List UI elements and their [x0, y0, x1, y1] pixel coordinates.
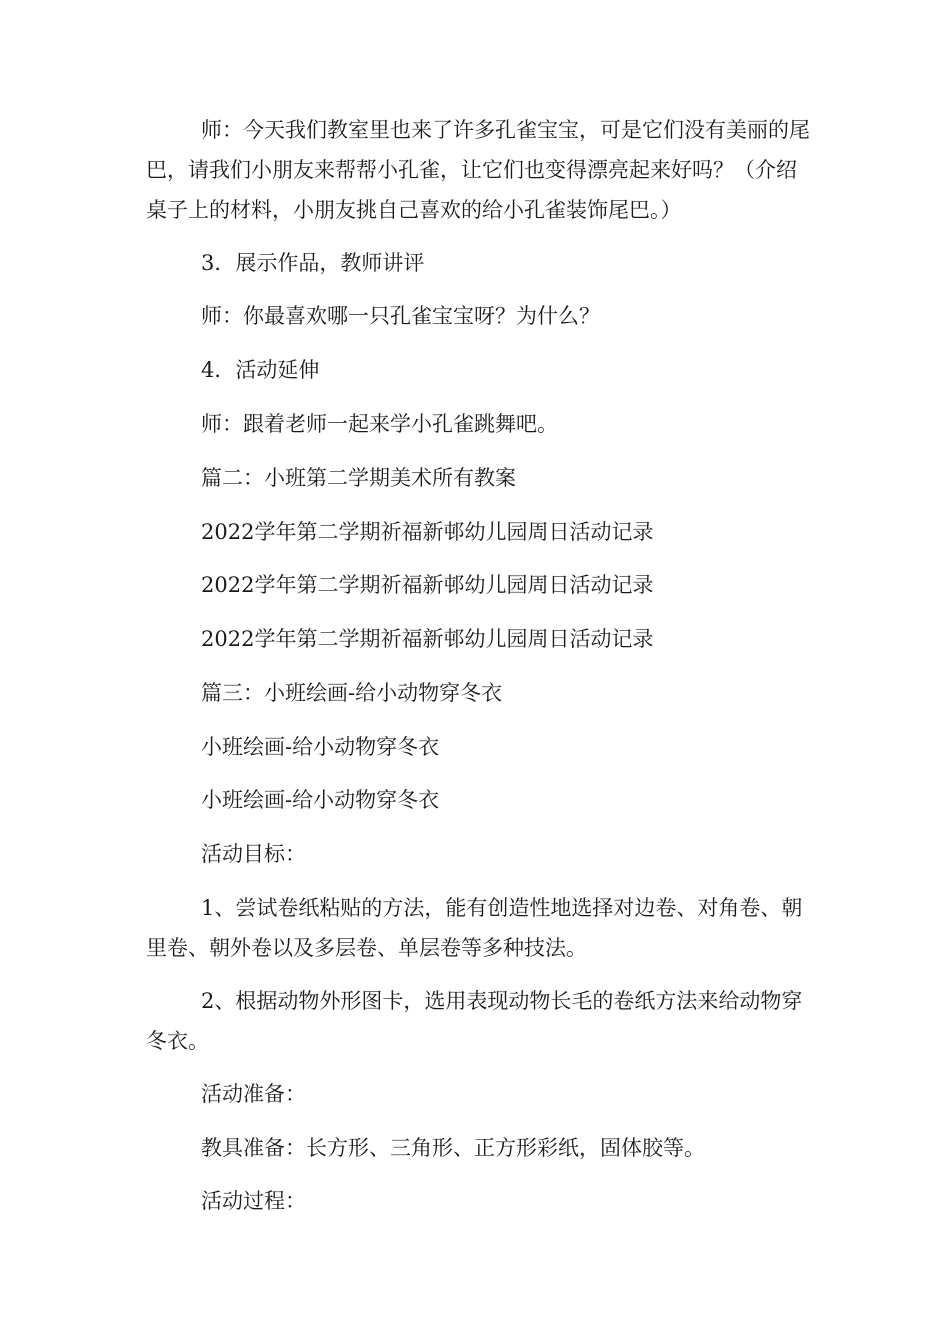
- section-heading-part-2: 篇二：小班第二学期美术所有教案: [201, 466, 516, 490]
- heading-activity-preparation: 活动准备：: [201, 1082, 306, 1106]
- activity-record-line: 2022学年第二学期祈福新邨幼儿园周日活动记录: [201, 520, 654, 544]
- paragraph-step-4-heading: 4．活动延伸: [201, 358, 320, 382]
- paragraph-teacher-peacock-intro: 师：今天我们教室里也来了许多孔雀宝宝，可是它们没有美丽的尾巴，请我们小朋友来帮帮小孔雀，让它们也变得漂亮起来好吗？（介绍桌子上的材料，小朋友挑自己喜欢的给小孔雀装饰尾巴。）: [146, 118, 810, 222]
- activity-record-line: 2022学年第二学期祈福新邨幼儿园周日活动记录: [201, 627, 654, 651]
- heading-activity-process: 活动过程：: [201, 1189, 306, 1213]
- lesson-title-line: 小班绘画-给小动物穿冬衣: [201, 788, 440, 812]
- teaching-aids-preparation: 教具准备：长方形、三角形、正方形彩纸，固体胶等。: [201, 1136, 705, 1160]
- activity-record-line: 2022学年第二学期祈福新邨幼儿园周日活动记录: [201, 573, 654, 597]
- paragraph-teacher-dance: 师：跟着老师一起来学小孔雀跳舞吧。: [201, 412, 558, 436]
- goal-item-1: 1、尝试卷纸粘贴的方法，能有创造性地选择对边卷、对角卷、朝里卷、朝外卷以及多层卷、单层卷等多种技法。: [146, 896, 803, 960]
- section-heading-part-3: 篇三：小班绘画-给小动物穿冬衣: [201, 681, 503, 705]
- paragraph-teacher-question: 师：你最喜欢哪一只孔雀宝宝呀？为什么？: [201, 304, 600, 328]
- goal-item-2: 2、根据动物外形图卡，选用表现动物长毛的卷纸方法来给动物穿冬衣。: [146, 989, 803, 1053]
- lesson-title-line: 小班绘画-给小动物穿冬衣: [201, 735, 440, 759]
- paragraph-step-3-heading: 3．展示作品，教师讲评: [201, 251, 425, 275]
- heading-activity-goals: 活动目标：: [201, 842, 306, 866]
